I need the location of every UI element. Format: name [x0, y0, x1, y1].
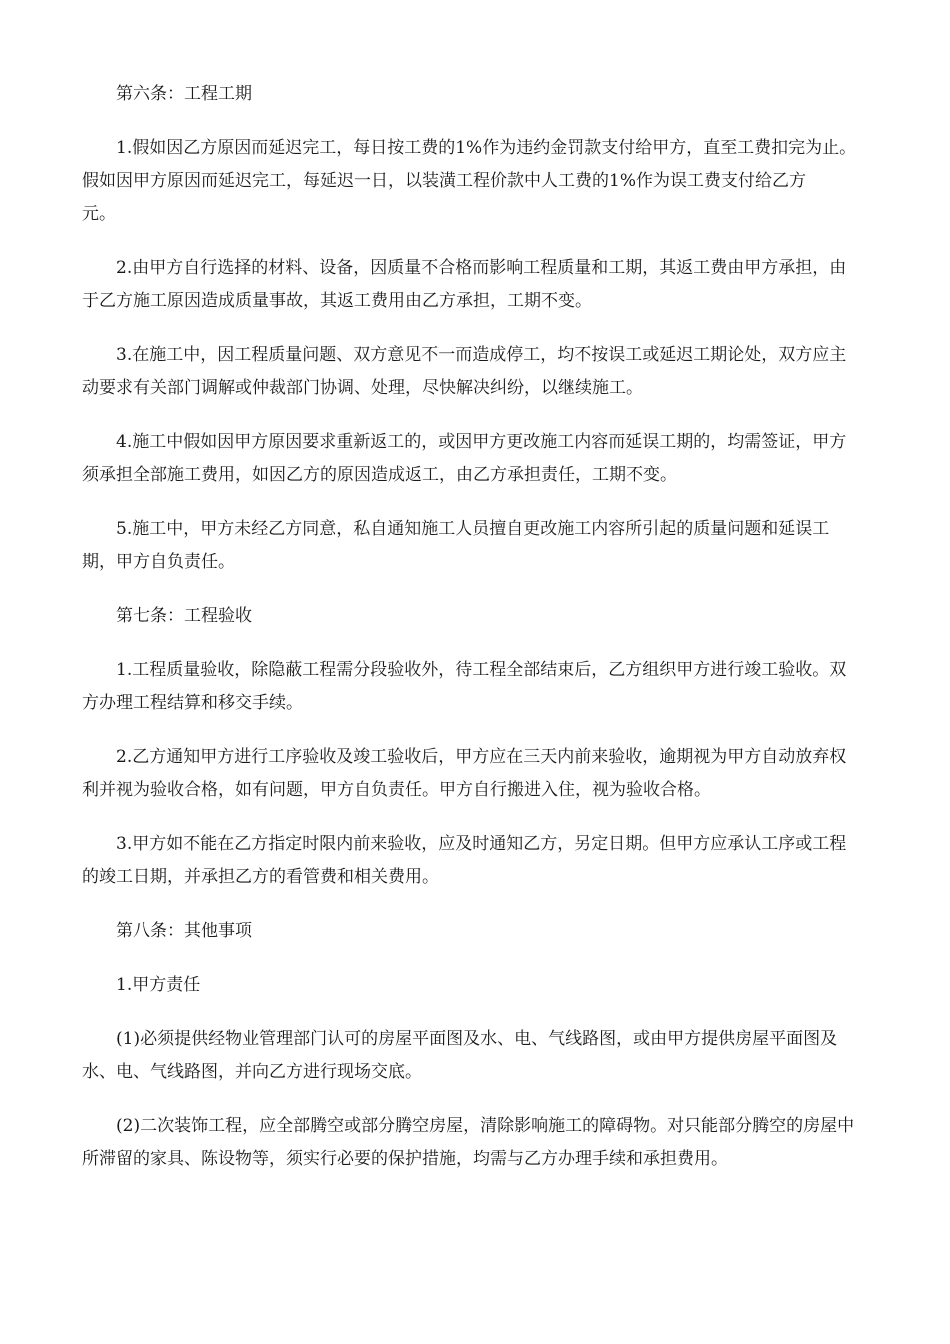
section-heading-6: 第六条：工程工期 — [116, 84, 252, 104]
section-heading-7: 第七条：工程验收 — [116, 606, 252, 626]
section-heading-8: 第八条：其他事项 — [116, 921, 252, 941]
clause-6-3: 3.在施工中，因工程质量问题、双方意见不一而造成停工，均不按误工或延迟工期论处，双方应主动要求有关部门调解或仲裁部门协调、处理，尽快解决纠纷，以继续施工。 — [82, 345, 847, 398]
document-page — [82, 78, 862, 1197]
clause-8-1: 1.甲方责任 — [116, 975, 201, 995]
clause-7-2: 2.乙方通知甲方进行工序验收及竣工验收后，甲方应在三天内前来验收，逾期视为甲方自动放弃权利并视为验收合格，如有问题，甲方自负责任。甲方自行搬进入住，视为验收合格。 — [82, 747, 847, 800]
clause-8-1-2: (2)二次装饰工程，应全部腾空或部分腾空房屋，清除影响施工的障碍物。对只能部分腾空的房屋中所滞留的家具、陈设物等，须实行必要的保护措施，均需与乙方办理手续和承担费用。 — [82, 1116, 855, 1169]
clause-7-1: 1.工程质量验收，除隐蔽工程需分段验收外，待工程全部结束后，乙方组织甲方进行竣工验收。双方办理工程结算和移交手续。 — [82, 660, 847, 713]
clause-6-5: 5.施工中，甲方未经乙方同意，私自通知施工人员擅自更改施工内容所引起的质量问题和延误工期，甲方自负责任。 — [82, 519, 830, 572]
clause-6-2: 2.由甲方自行选择的材料、设备，因质量不合格而影响工程质量和工期，其返工费由甲方承担，由于乙方施工原因造成质量事故，其返工费用由乙方承担，工期不变。 — [82, 258, 847, 311]
clause-6-1: 1.假如因乙方原因而延迟完工，每日按工费的1%作为违约金罚款支付给甲方，直至工费扣完为止。假如因甲方原因而延迟完工，每延迟一日，以装潢工程价款中人工费的1%作为误工费支付给乙方 元。 — [82, 138, 857, 224]
clause-6-4: 4.施工中假如因甲方原因要求重新返工的，或因甲方更改施工内容而延误工期的，均需签证，甲方须承担全部施工费用，如因乙方的原因造成返工，由乙方承担责任，工期不变。 — [82, 432, 847, 485]
clause-7-3: 3.甲方如不能在乙方指定时限内前来验收，应及时通知乙方，另定日期。但甲方应承认工序或工程的竣工日期，并承担乙方的看管费和相关费用。 — [82, 834, 847, 887]
clause-8-1-1: (1)必须提供经物业管理部门认可的房屋平面图及水、电、气线路图，或由甲方提供房屋平面图及水、电、气线路图，并向乙方进行现场交底。 — [82, 1029, 838, 1082]
